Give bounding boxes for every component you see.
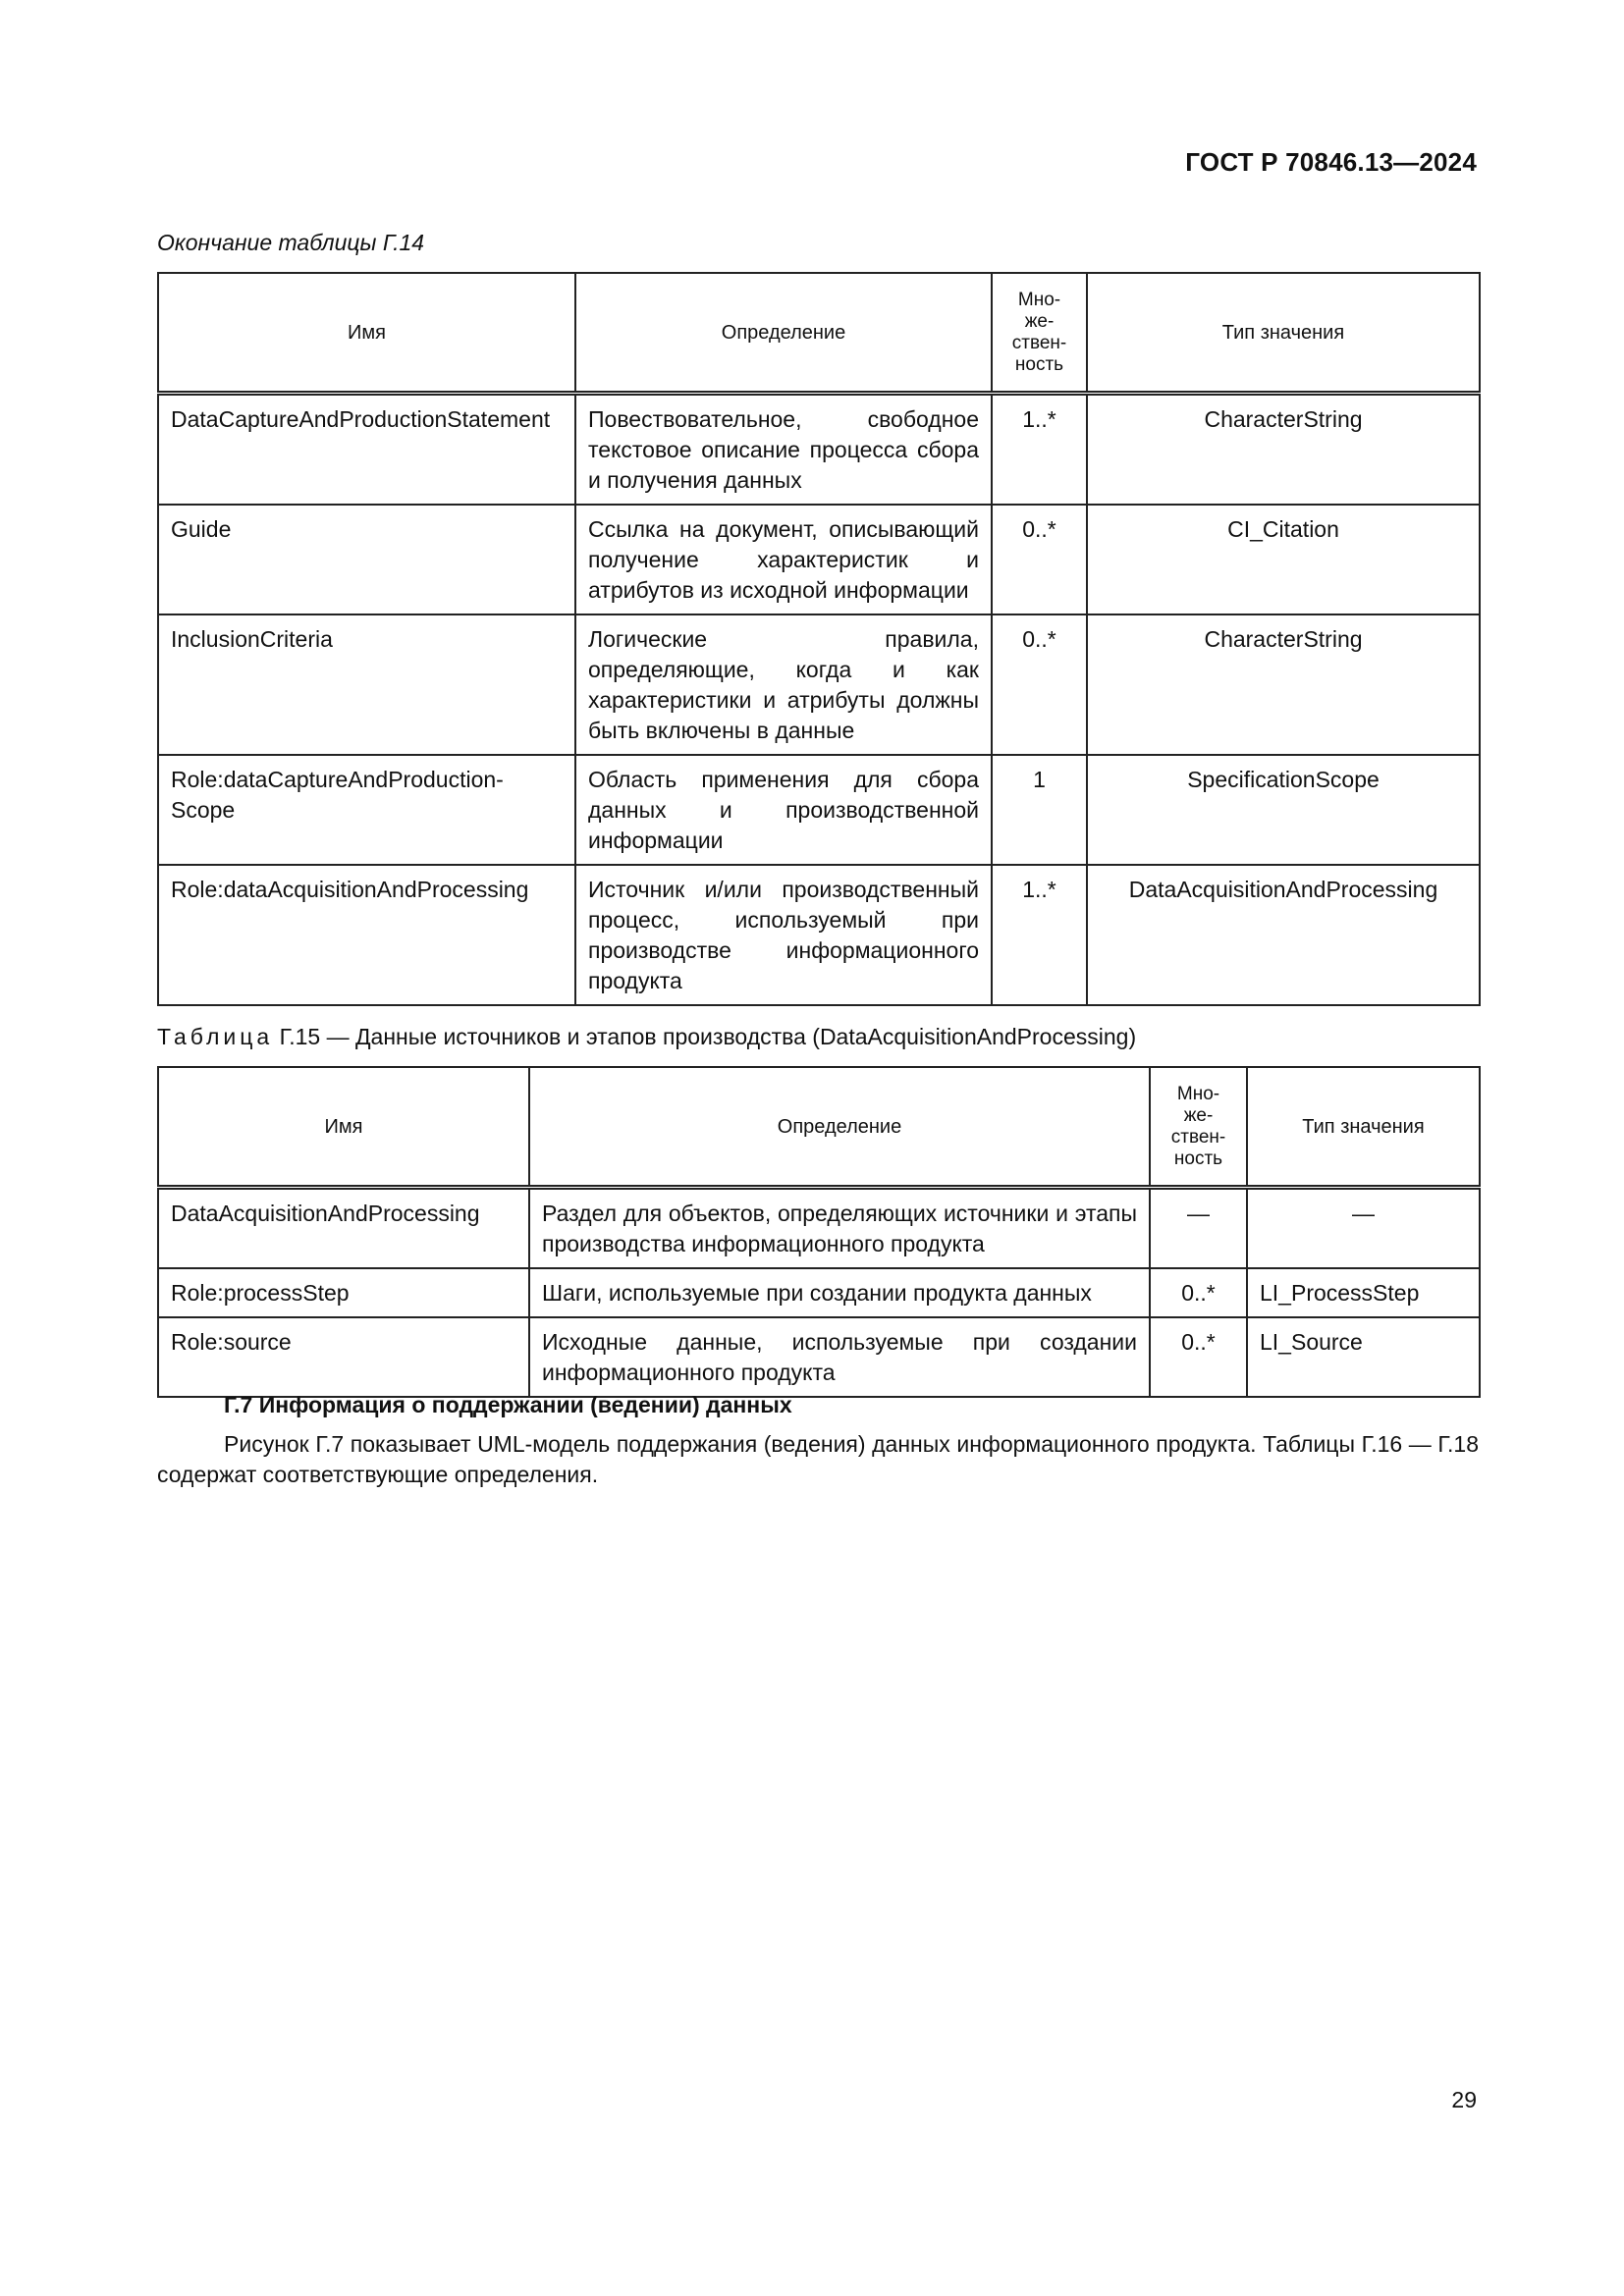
cell-value-type: SpecificationScope [1087, 755, 1480, 865]
table-continuation-caption: Окончание таблицы Г.14 [157, 230, 425, 255]
cell-value-type: LI_Source [1247, 1317, 1480, 1397]
table-row [158, 614, 1480, 755]
page-number: 29 [1451, 2087, 1477, 2112]
column-header-value-type: Тип значения [1247, 1067, 1480, 1188]
cell-multiplicity: 0..* [992, 505, 1087, 614]
cell-definition: Источник и/или производственный процесс, используемый при производстве информационного продукта [575, 865, 992, 1005]
table-row [158, 394, 1480, 506]
table-title-prefix: Таблица [157, 1024, 274, 1049]
table-title-text: Г.15 — Данные источников и этапов производства (DataAcquisitionAndProcessing) [273, 1024, 1137, 1049]
cell-name: Role:source [158, 1317, 529, 1397]
column-header-multiplicity: Мно- же- ствен- ность [992, 273, 1087, 394]
cell-multiplicity: 1 [992, 755, 1087, 865]
column-header-definition: Определение [575, 273, 992, 394]
cell-value-type: CharacterString [1087, 394, 1480, 506]
cell-multiplicity: 1..* [992, 865, 1087, 1005]
table-row [158, 755, 1480, 865]
cell-multiplicity: 0..* [992, 614, 1087, 755]
cell-multiplicity: 0..* [1150, 1317, 1247, 1397]
cell-name: Role:processStep [158, 1268, 529, 1317]
cell-definition: Раздел для объектов, определяющих источники и этапы производства информационного продукта [529, 1188, 1150, 1269]
body-paragraph: Рисунок Г.7 показывает UML-модель поддержания (ведения) данных информационного продукта. Таблицы Г.16 — Г.18 содержат соответствующие определения. [157, 1431, 1479, 1487]
table-row [158, 1317, 1480, 1397]
cell-name: DataAcquisitionAndProcessing [158, 1188, 529, 1269]
cell-value-type: DataAcquisitionAndProcessing [1087, 865, 1480, 1005]
table-row [158, 1268, 1480, 1317]
table-row [158, 865, 1480, 1005]
cell-definition: Область применения для сбора данных и производственной информации [575, 755, 992, 865]
cell-definition: Шаги, используемые при создании продукта данных [529, 1268, 1150, 1317]
cell-name: Role:dataAcquisitionAndProcessing [158, 865, 575, 1005]
table-header-row [158, 273, 1480, 394]
cell-definition: Повествовательное, свободное текстовое описание процесса сбора и получения данных [575, 394, 992, 506]
cell-multiplicity: 1..* [992, 394, 1087, 506]
cell-multiplicity: — [1150, 1188, 1247, 1269]
cell-definition: Логические правила, определяющие, когда и как характеристики и атрибуты должны быть включены в данные [575, 614, 992, 755]
cell-multiplicity: 0..* [1150, 1268, 1247, 1317]
document-standard-header: ГОСТ Р 70846.13—2024 [1185, 147, 1477, 177]
cell-name: Guide [158, 505, 575, 614]
cell-definition: Исходные данные, используемые при создании информационного продукта [529, 1317, 1150, 1397]
cell-name: InclusionCriteria [158, 614, 575, 755]
column-header-value-type: Тип значения [1087, 273, 1480, 394]
table-row [158, 505, 1480, 614]
table-row [158, 1188, 1480, 1269]
cell-value-type: — [1247, 1188, 1480, 1269]
table-g15-title [157, 1024, 1136, 1050]
column-header-multiplicity: Мно- же- ствен- ность [1150, 1067, 1247, 1188]
table-g15 [157, 1066, 1481, 1398]
section-heading: Г.7 Информация о поддержании (ведении) данных [224, 1392, 792, 1417]
cell-name: Role:dataCaptureAndProduction-Scope [158, 755, 575, 865]
cell-name: DataCaptureAndProductionStatement [158, 394, 575, 506]
cell-definition: Ссылка на документ, описывающий получение характеристик и атрибутов из исходной информации [575, 505, 992, 614]
cell-value-type: LI_ProcessStep [1247, 1268, 1480, 1317]
column-header-definition: Определение [529, 1067, 1150, 1188]
column-header-name: Имя [158, 1067, 529, 1188]
column-header-name: Имя [158, 273, 575, 394]
cell-value-type: CI_Citation [1087, 505, 1480, 614]
table-g14 [157, 272, 1481, 1006]
cell-value-type: CharacterString [1087, 614, 1480, 755]
table-header-row [158, 1067, 1480, 1188]
